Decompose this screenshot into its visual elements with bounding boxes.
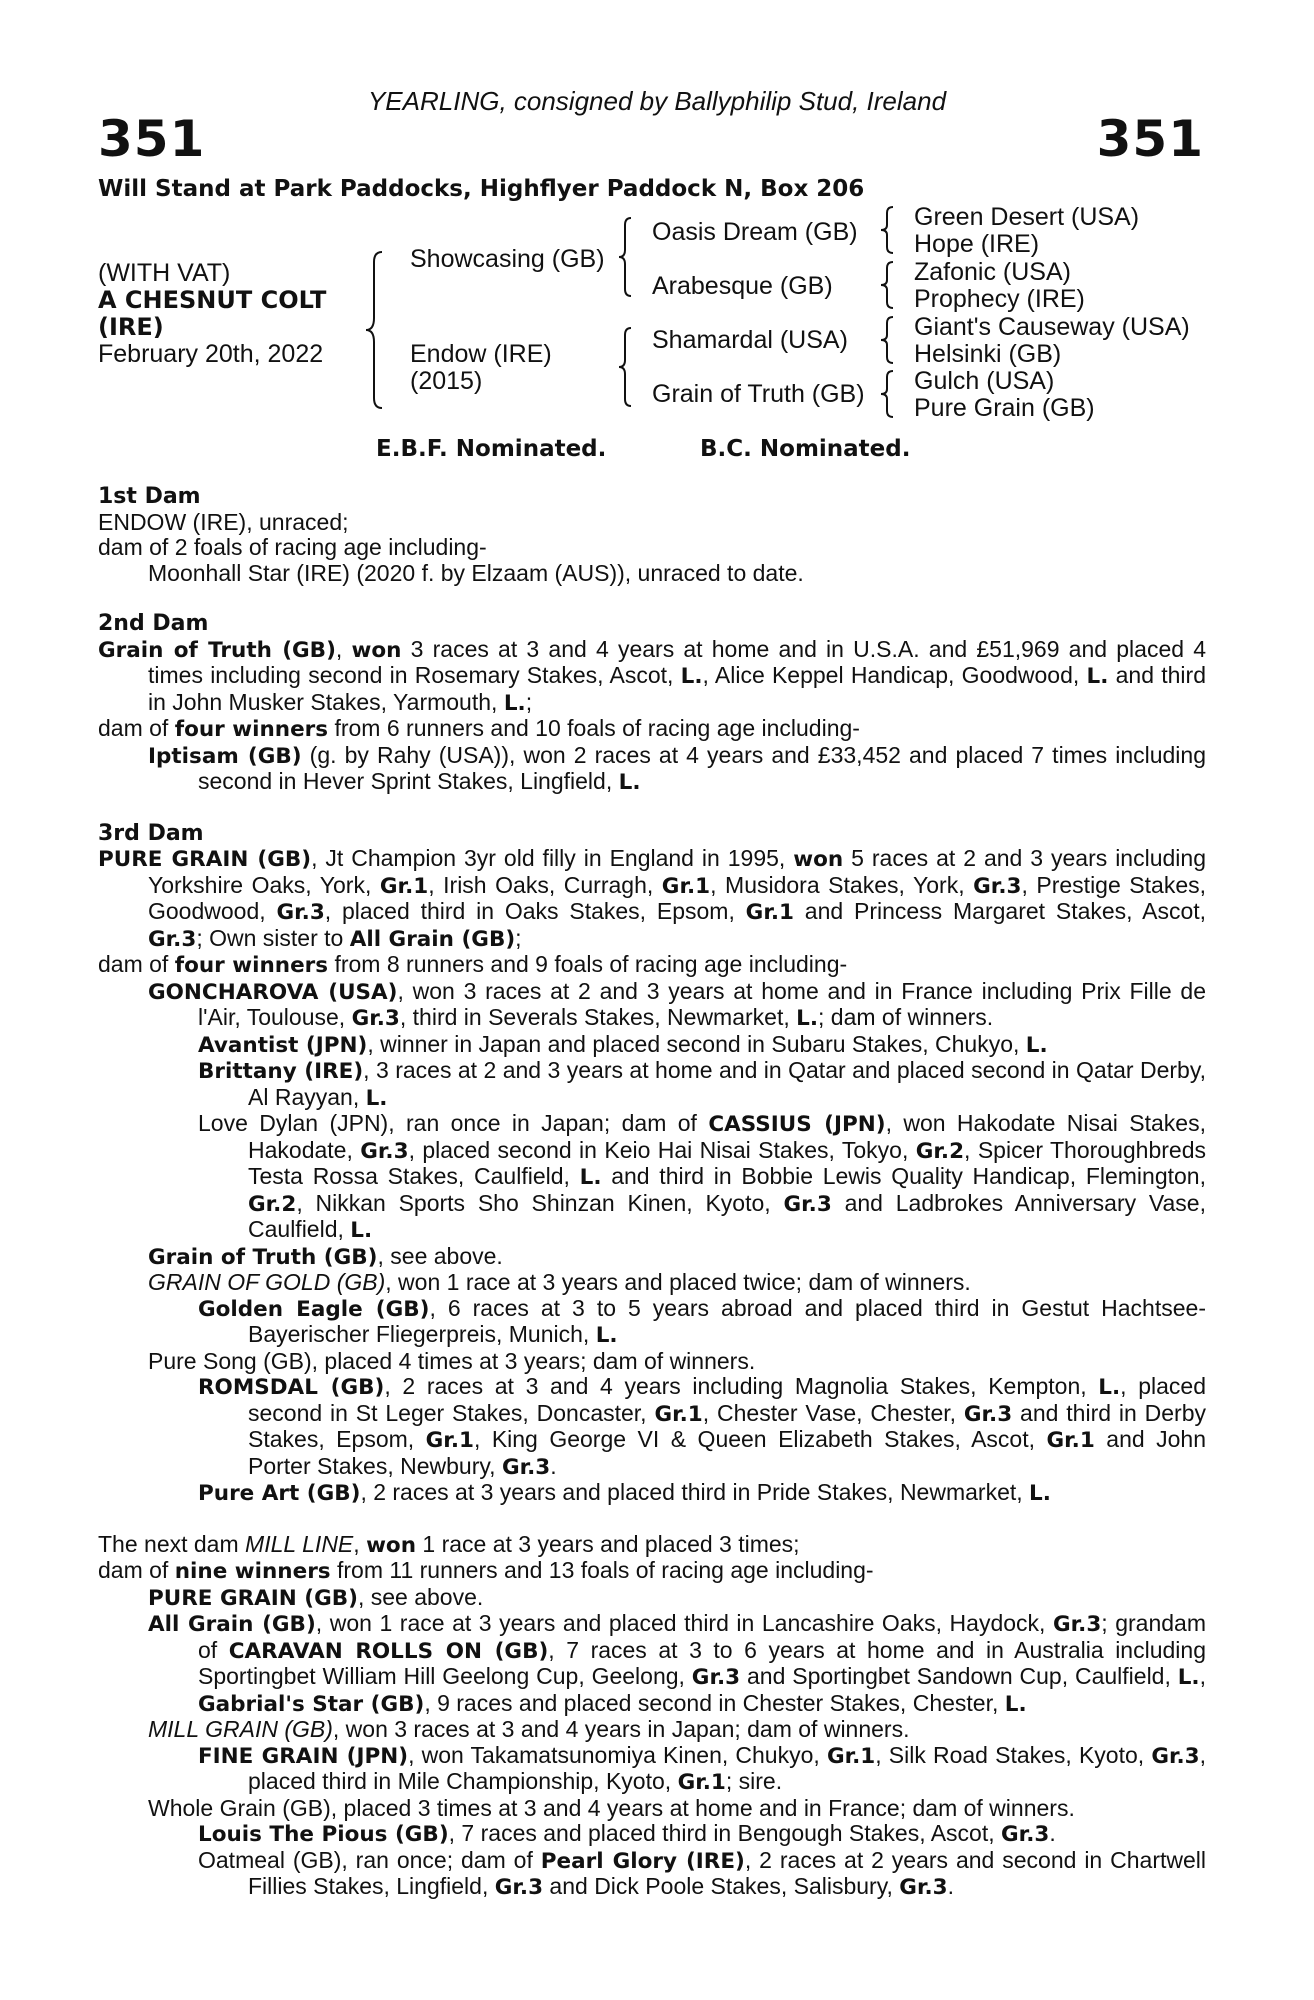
entry-text: , — [335, 635, 352, 662]
pedigree-entry — [98, 637, 1206, 717]
bold-text: Gr.1 — [379, 873, 429, 899]
grandparent-2: Hope (IRE) — [914, 230, 1040, 258]
pedigree-entry — [98, 979, 1206, 1032]
entry-text: , 2 races at 3 years and placed third in Pride Stakes, Newmarket, — [360, 1479, 1030, 1505]
entry-text: ; grandam of — [198, 1610, 1206, 1663]
bold-text: Golden Eagle (GB) — [198, 1296, 430, 1322]
pedigree-entry — [98, 1532, 1206, 1559]
pedigree-entry — [98, 1296, 1206, 1349]
entry-text: . — [947, 1873, 954, 1899]
entry-text: and Sportingbet Sandown Cup, Caulfield, — [740, 1663, 1178, 1689]
pedigree-entry — [98, 1058, 1206, 1111]
entry-text: 1 race at 3 years and placed 3 times; — [416, 1530, 800, 1557]
bold-text: Gr.2 — [915, 1138, 965, 1164]
horse-name: A CHESNUT COLT — [98, 286, 327, 314]
bold-text: Gr.1 — [425, 1428, 474, 1453]
section-gap — [98, 1507, 1206, 1532]
entry-text: , see above. — [357, 1583, 484, 1610]
bold-text: Gr.3 — [360, 1138, 409, 1164]
entry-text: . — [1049, 1820, 1056, 1846]
bold-text: Gr.2 — [248, 1191, 297, 1217]
bold-text: Gr.1 — [677, 1770, 726, 1795]
bold-text: Gr.3 — [276, 900, 325, 925]
entry-text: , Silk Road Stakes, Kyoto, — [875, 1741, 1152, 1768]
bold-text: Grain of Truth (GB) — [98, 637, 336, 663]
entry-text: Moonhall Star (IRE) (2020 f. by Elzaam (AUS)), unraced to date. — [148, 559, 804, 586]
entry-text: Love Dylan (JPN), ran once in Japan; dam of — [198, 1110, 709, 1136]
bc-nominated: B.C. Nominated. — [700, 436, 911, 462]
entry-text: and third in Derby Stakes, Epsom, — [248, 1399, 1206, 1452]
pedigree-entry — [98, 743, 1206, 796]
entry-text: ENDOW (IRE), unraced; — [98, 508, 349, 535]
sire-dam-brace — [360, 250, 390, 410]
bold-text: L. — [680, 664, 703, 689]
entry-text: , placed third in Mile Championship, Kyoto, — [248, 1741, 1207, 1794]
grandparent-4: Prophecy (IRE) — [914, 285, 1085, 313]
entry-text: and Princess Margaret Stakes, Ascot, — [793, 898, 1207, 924]
sire-dam: Arabesque (GB) — [652, 272, 833, 300]
bold-text: All Grain (GB) — [349, 926, 516, 952]
bold-text: four winners — [174, 717, 329, 742]
bold-text: Avantist (JPN) — [198, 1032, 368, 1058]
entry-text: . — [550, 1452, 557, 1479]
pedigree-entry — [98, 1796, 1206, 1822]
italic-text: GRAIN OF GOLD (GB) — [148, 1269, 386, 1295]
grandparent-6: Helsinki (GB) — [914, 340, 1062, 368]
bold-text: Gr.3 — [963, 1401, 1013, 1427]
section-title: 1st Dam — [98, 484, 201, 509]
entry-text: 5 races at 2 and 3 years including Yorkshire Oaks, York, — [148, 845, 1206, 898]
pedigree-entry — [98, 510, 1206, 536]
grandparent-5: Giant's Causeway (USA) — [914, 313, 1190, 341]
entry-text: dam of — [98, 1557, 175, 1583]
bold-text: Gr.3 — [691, 1665, 741, 1690]
dam-name: Endow (IRE) — [410, 340, 552, 368]
bold-text: L. — [1098, 1375, 1121, 1400]
pedigree-entry — [98, 1848, 1206, 1901]
bold-text: FINE GRAIN (JPN) — [198, 1743, 409, 1769]
bold-text: Gr.3 — [494, 1875, 544, 1900]
bold-text: won — [793, 847, 844, 872]
entry-text: (g. by Rahy (USA)), won 2 races at 4 years and £33,452 and placed 7 times including second in Hever Sprint Stakes, Lingfield, — [198, 741, 1206, 794]
dam-sire: Shamardal (USA) — [652, 326, 848, 354]
bold-text: Gr.3 — [148, 926, 197, 952]
stand-info: Will Stand at Park Paddocks, Highflyer Paddock N, Box 206 — [98, 176, 865, 202]
bold-text: won — [366, 1532, 417, 1558]
entry-text: , — [1199, 1663, 1206, 1689]
sire-name: Showcasing (GB) — [410, 245, 605, 273]
family-record — [98, 484, 1206, 1901]
bold-text: L. — [503, 690, 526, 716]
bold-text: Pure Art (GB) — [198, 1481, 361, 1506]
bold-text: nine winners — [174, 1559, 331, 1584]
bold-text: L. — [595, 1323, 618, 1348]
pedigree-entry — [98, 1480, 1206, 1507]
entry-text: , won 1 race at 3 years and placed third in Lancashire Oaks, Haydock, — [315, 1610, 1053, 1636]
dam-dam: Grain of Truth (GB) — [652, 380, 865, 408]
bold-text: L. — [365, 1085, 388, 1111]
bold-text: L. — [618, 770, 641, 795]
bold-text: CASSIUS (JPN) — [708, 1112, 886, 1137]
pedigree-entry — [98, 1032, 1206, 1059]
section-gap — [98, 586, 1206, 611]
entry-text: , Chester Vase, Chester, — [702, 1399, 964, 1426]
bold-text: ROMSDAL (GB) — [198, 1375, 385, 1400]
grandparent-7: Gulch (USA) — [914, 367, 1055, 395]
bold-text: L. — [1177, 1665, 1200, 1690]
entry-text: ; dam of winners. — [818, 1004, 994, 1030]
entry-text: , placed third in Oaks Stakes, Epsom, — [324, 898, 746, 924]
entry-text: , Musidora Stakes, York, — [710, 871, 974, 898]
entry-text: The next dam — [98, 1530, 246, 1557]
entry-text: , Jt Champion 3yr old filly in England in 1995, — [311, 845, 794, 871]
g-brace-2 — [876, 260, 898, 310]
entry-text: , 7 races and placed third in Bengough Stakes, Ascot, — [448, 1820, 1002, 1846]
entry-text: , won 1 race at 3 years and placed twice; dam of winners. — [385, 1269, 971, 1295]
bold-text: PURE GRAIN (GB) — [98, 847, 312, 872]
entry-text: , won Hakodate Nisai Stakes, Hakodate, — [248, 1110, 1206, 1163]
pedigree-entry — [98, 1374, 1206, 1480]
bold-text: Gr.1 — [654, 1401, 703, 1427]
dam-line-brace — [614, 326, 636, 408]
bold-text: L. — [796, 1006, 819, 1031]
bold-text: four winners — [174, 953, 329, 978]
entry-text: 3 races at 3 and 4 years at home and in U.S.A. and £51,969 and placed 4 times including second in Rosemary Stakes, Ascot, — [148, 635, 1207, 688]
pedigree-entry — [98, 1558, 1206, 1585]
entry-text: , 3 races at 2 and 3 years at home and in Qatar and placed second in Qatar Derby, Al Rayyan, — [248, 1057, 1206, 1110]
pedigree-entry — [98, 1821, 1206, 1848]
bold-text: Gr.3 — [783, 1191, 832, 1217]
bold-text: won — [351, 637, 402, 663]
entry-text: , 2 races at 3 and 4 years including Magnolia Stakes, Kempton, — [384, 1373, 1099, 1399]
horse-name-country: (IRE) — [98, 313, 164, 341]
entry-text: Pure Song (GB), placed 4 times at 3 years; dam of winners. — [148, 1347, 756, 1374]
bold-text: Gr.3 — [899, 1875, 948, 1900]
entry-text: , King George VI & Queen Elizabeth Stakes, Ascot, — [473, 1426, 1047, 1452]
pedigree-entry — [98, 1270, 1206, 1296]
bold-text: Gr.1 — [826, 1743, 876, 1769]
entry-text: , 7 races at 3 to 6 years at home and in Australia including Sportingbet William Hill Geelong Cup, Geelong, — [198, 1636, 1206, 1689]
pedigree-entry — [98, 1717, 1206, 1743]
bold-text: L. — [1004, 1691, 1027, 1717]
bold-text: Gr.3 — [351, 1006, 400, 1031]
pedigree-entry — [98, 1349, 1206, 1375]
grandparent-1: Green Desert (USA) — [914, 203, 1140, 231]
entry-text: , — [353, 1530, 367, 1557]
pedigree-entry — [98, 846, 1206, 952]
entry-text: and third in John Musker Stakes, Yarmouth, — [148, 662, 1206, 715]
entry-text: dam of 2 foals of racing age including- — [98, 534, 487, 560]
entry-text: , placed second in Keio Hai Nisai Stakes, Tokyo, — [408, 1136, 916, 1163]
g-brace-4 — [876, 369, 898, 419]
entry-text: and Ladbrokes Anniversary Vase, Caulfield, — [248, 1189, 1206, 1242]
bold-text: Louis The Pious (GB) — [198, 1822, 449, 1847]
bold-text: Pearl Glory (IRE) — [540, 1848, 745, 1874]
pedigree-entry — [98, 1111, 1206, 1244]
entry-text: and John Porter Stakes, Newbury, — [248, 1426, 1206, 1479]
entry-text: , won 3 races at 3 and 4 years in Japan; dam of winners. — [332, 1716, 910, 1742]
bold-text: Gr.3 — [501, 1454, 551, 1480]
pedigree-entry — [98, 535, 1206, 561]
dam-year: (2015) — [410, 367, 483, 395]
entry-text: , won 3 races at 2 and 3 years at home and in France including Prix Fille de l'Air, Toulouse, — [198, 977, 1207, 1030]
entry-text: from 6 runners and 10 foals of racing age including- — [328, 715, 860, 741]
pedigree-entry — [98, 1743, 1206, 1796]
entry-text: , winner in Japan and placed second in Subaru Stakes, Chukyo, — [367, 1030, 1026, 1057]
bold-text: Gr.3 — [1151, 1743, 1200, 1769]
sire-sire: Oasis Dream (GB) — [652, 218, 858, 246]
pedigree-entry — [98, 1611, 1206, 1717]
consignment-line: YEARLING, consigned by Ballyphilip Stud, Ireland — [367, 86, 947, 116]
entry-text: , Nikkan Sports Sho Shinzan Kinen, Kyoto, — [296, 1189, 784, 1216]
bold-text: L. — [350, 1218, 373, 1243]
bold-text: Gabrial's Star (GB) — [198, 1691, 425, 1717]
foaling-date: February 20th, 2022 — [98, 340, 324, 368]
entry-text: , see above. — [377, 1242, 503, 1269]
bold-text: Gr.1 — [745, 900, 794, 925]
lot-number-right: 351 — [1096, 110, 1204, 168]
entry-text: , Prestige Stakes, Goodwood, — [148, 871, 1207, 924]
bold-text: All Grain (GB) — [148, 1612, 316, 1637]
entry-text: , third in Severals Stakes, Newmarket, — [399, 1004, 797, 1030]
bold-text: Gr.3 — [973, 873, 1022, 899]
section-title: 3rd Dam — [98, 820, 204, 846]
bold-text: PURE GRAIN (GB) — [148, 1585, 358, 1611]
entry-text: ; sire. — [725, 1768, 783, 1794]
sire-line-brace — [614, 216, 636, 298]
g-brace-3 — [876, 315, 898, 365]
grandparent-8: Pure Grain (GB) — [914, 394, 1095, 422]
bold-text: Iptisam (GB) — [148, 743, 302, 769]
italic-text: MILL LINE — [245, 1530, 354, 1557]
bold-text: Gr.1 — [1046, 1428, 1095, 1453]
bold-text: CARAVAN ROLLS ON (GB) — [228, 1638, 549, 1664]
entry-text: dam of — [98, 715, 175, 741]
entry-text: , 2 races at 2 years and second in Chartwell Fillies Stakes, Lingfield, — [248, 1846, 1206, 1899]
bold-text: L. — [1029, 1481, 1051, 1506]
grandparent-3: Zafonic (USA) — [914, 258, 1071, 286]
g-brace-1 — [876, 205, 898, 255]
bold-text: GONCHAROVA (USA) — [148, 979, 398, 1005]
pedigree-entry — [98, 1244, 1206, 1271]
italic-text: MILL GRAIN (GB) — [148, 1716, 333, 1742]
entry-text: from 8 runners and 9 foals of racing age including- — [328, 951, 848, 977]
entry-text: dam of — [98, 951, 175, 977]
entry-text: , 6 races at 3 to 5 years abroad and placed third in Gestut Hachtsee-Bayerischer Fliegerpreis, Munich, — [248, 1294, 1206, 1347]
entry-text: from 11 runners and 13 foals of racing age including- — [330, 1557, 874, 1583]
ebf-nominated: E.B.F. Nominated. — [376, 436, 607, 462]
pedigree-entry — [98, 1585, 1206, 1612]
bold-text: Gr.3 — [1001, 1822, 1050, 1847]
vat-note: (WITH VAT) — [98, 259, 231, 287]
bold-text: Grain of Truth (GB) — [148, 1244, 378, 1270]
entry-text: Whole Grain (GB), placed 3 times at 3 and 4 years at home and in France; dam of winners. — [148, 1794, 1075, 1821]
pedigree-entry — [98, 561, 1206, 587]
bold-text: L. — [579, 1165, 602, 1190]
entry-text: Oatmeal (GB), ran once; dam of — [198, 1846, 541, 1873]
lot-number-left: 351 — [98, 110, 206, 168]
section-title: 2nd Dam — [98, 611, 209, 636]
bold-text: Gr.1 — [661, 873, 711, 899]
bold-text: Brittany (IRE) — [198, 1059, 364, 1084]
pedigree-entry — [98, 716, 1206, 743]
entry-text: , Irish Oaks, Curragh, — [428, 871, 662, 898]
entry-text: ; Own sister to — [196, 924, 350, 951]
pedigree-entry — [98, 952, 1206, 979]
bold-text: Gr.3 — [1052, 1612, 1102, 1637]
section-gap — [98, 796, 1206, 821]
bold-text: L. — [1086, 664, 1109, 689]
bold-text: L. — [1025, 1032, 1048, 1058]
entry-text: ; — [525, 688, 533, 715]
entry-text: , won Takamatsunomiya Kinen, Chukyo, — [408, 1741, 827, 1768]
entry-text: and Dick Poole Stakes, Salisbury, — [543, 1873, 900, 1899]
entry-text: , Spicer Thoroughbreds Testa Rossa Stakes, Caulfield, — [248, 1136, 1206, 1189]
entry-text: , 9 races and placed second in Chester Stakes, Chester, — [424, 1689, 1005, 1716]
entry-text: ; — [515, 924, 522, 951]
entry-text: , Alice Keppel Handicap, Goodwood, — [702, 662, 1087, 688]
entry-text: , placed second in St Leger Stakes, Doncaster, — [248, 1373, 1206, 1426]
entry-text: and third in Bobbie Lewis Quality Handicap, Flemington, — [601, 1163, 1206, 1189]
